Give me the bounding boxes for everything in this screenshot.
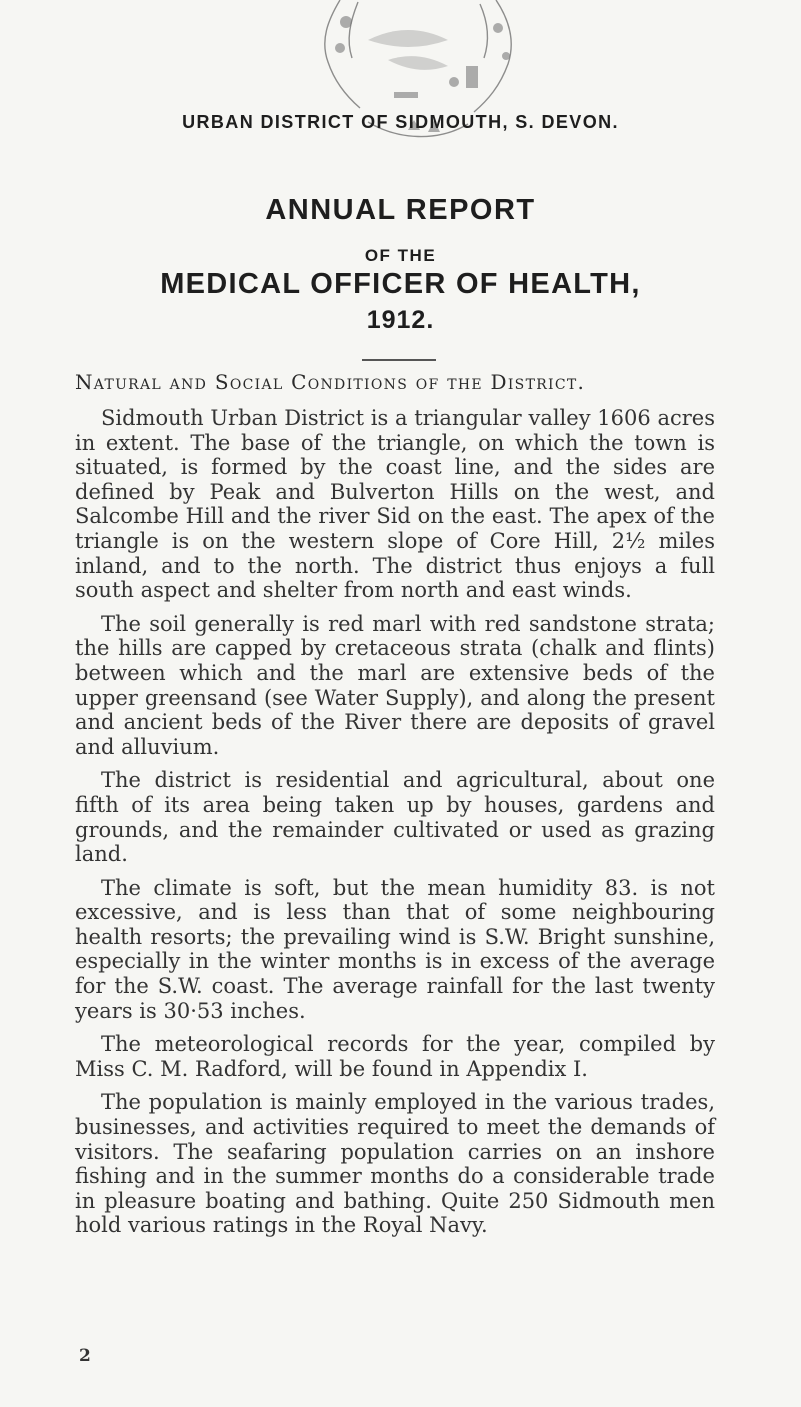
section-heading: Natural and Social Conditions of the District. bbox=[75, 370, 586, 394]
district-line: URBAN DISTRICT OF SIDMOUTH, S. DEVON. bbox=[182, 112, 619, 132]
paragraph-population: The population is mainly employed in the various trades, businesses, and activities required to meet the demands of visitors. The seafaring population carries on an inshore fishing and in the summer months do a considerable trade in pleasure boating and bathing. Quite 250 Sidmouth men hold various ratings in the Royal Navy. bbox=[75, 1090, 715, 1238]
section-body bbox=[75, 406, 715, 1247]
report-year: 1912. bbox=[366, 306, 435, 334]
report-title-connector: OF THE bbox=[364, 246, 437, 265]
report-title: ANNUAL REPORT bbox=[265, 194, 536, 226]
paragraph-land-use: The district is residential and agricultural, about one fifth of its area being taken up by houses, gardens and grounds, and the remainder cultivated or used as grazing land. bbox=[75, 768, 715, 867]
seal-emblem bbox=[268, 0, 628, 190]
paragraph-geography: Sidmouth Urban District is a triangular valley 1606 acres in extent. The base of the triangle, on which the town is situated, is formed by the coast line, and the sides are defined by Peak and Bulverton Hills on the west, and Salcombe Hill and the river Sid on the east. The apex of the triangle is on the western slope of Core Hill, 2½ miles inland, and to the north. The district thus enjoys a full south aspect and shelter from north and east winds. bbox=[75, 406, 715, 603]
paragraph-soil: The soil generally is red marl with red sandstone strata; the hills are capped by cretaceous strata (chalk and flints) between which and the marl are extensive beds of the upper greensand (see Water Supply), and along the present and ancient beds of the River there are deposits of gravel and alluvium. bbox=[75, 611, 715, 759]
paragraph-climate: The climate is soft, but the mean humidity 83. is not excessive, and is less than that of some neighbouring health resorts; the prevailing wind is S.W. Bright sunshine, especially in the winter months is in excess of the average for the S.W. coast. The average rainfall for the last twenty years is 30·53 inches. bbox=[75, 875, 715, 1023]
page-number: 2 bbox=[79, 1346, 91, 1366]
report-subtitle: MEDICAL OFFICER OF HEALTH, bbox=[160, 268, 641, 300]
title-divider bbox=[362, 359, 436, 361]
paragraph-meteorology: The meteorological records for the year, compiled by Miss C. M. Radford, will be found in Appendix I. bbox=[75, 1032, 715, 1081]
